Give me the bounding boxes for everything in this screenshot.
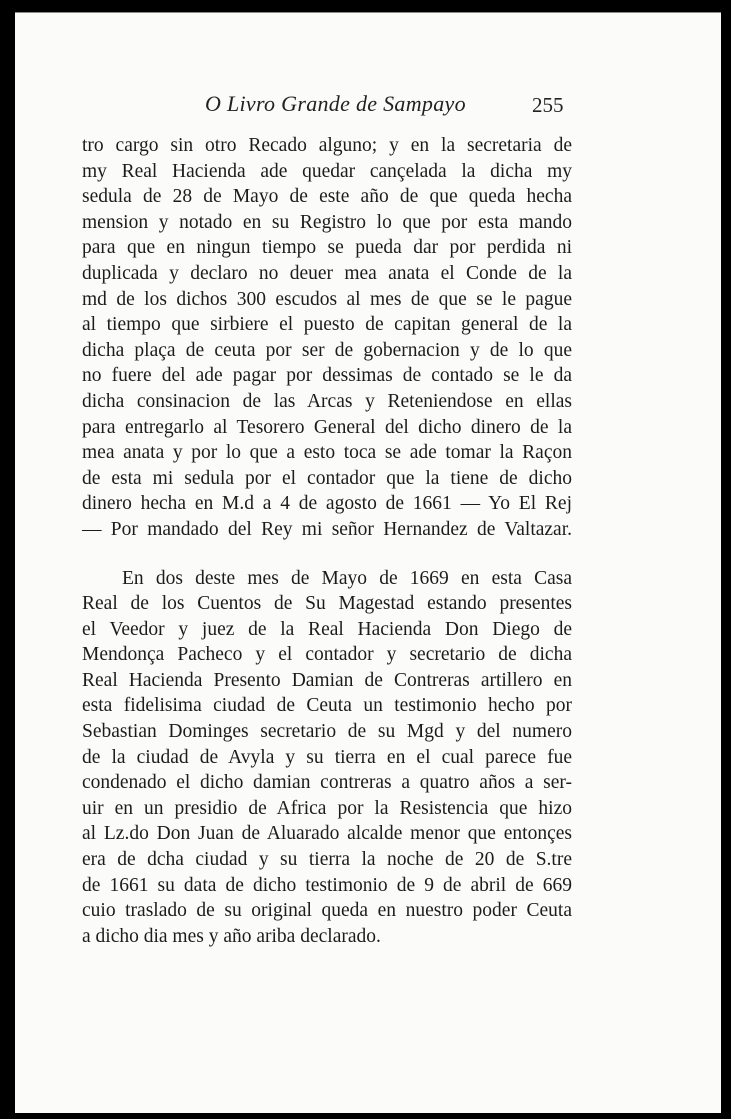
body-text [82,133,572,949]
page-header [15,91,721,121]
text-line: dicha consinacion de las Arcas y Reteniendose en ellas [82,390,572,412]
text-line: al Lz.do Don Juan de Aluarado alcalde menor que entonçes [82,823,572,845]
text-line: tro cargo sin otro Recado alguno; y en la secretaria de [82,135,572,156]
page-number: 255 [532,93,564,117]
text-line: al tiempo que sirbiere el puesto de capitan general de la [82,314,572,336]
text-line: mea anata y por lo que a esto toca se ade tomar la Raçon [82,442,572,464]
text-line: de esta mi sedula por el contador que la tiene de dicho [82,467,572,489]
text-line: Mendonça Pacheco y el contador y secretario de dicha [82,644,572,666]
text-line: Real Hacienda Presento Damian de Contreras artillero en [82,669,572,691]
text-line: era de dcha ciudad y su tierra la noche de 20 de S.tre [82,849,572,871]
text-line: el Veedor y juez de la Real Hacienda Don Diego de [82,618,572,640]
text-line: de 1661 su data de dicho testimonio de 9 de abril de 669 [82,874,572,896]
text-line: duplicada y declaro no deuer mea anata el Conde de la [82,262,572,284]
text-line: condenado el dicho damian contreras a quatro años a ser- [82,772,572,794]
text-line: mension y notado en su Registro lo que por esta mando [82,211,572,233]
text-line: cuio traslado de su original queda en nuestro poder Ceuta [82,900,572,922]
text-line: no fuere del ade pagar por dessimas de contado se le da [82,365,572,387]
text-line: — Por mandado del Rey mi señor Hernandez de Valtazar. [82,518,572,540]
text-line: dicha plaça de ceuta por ser de gobernacion y de lo que [82,339,572,361]
book-page [15,12,721,1113]
text-line: para que en ningun tiempo se pueda dar por perdida ni [82,237,572,259]
text-line: sedula de 28 de Mayo de este año de que queda hecha [82,186,572,208]
text-line: uir en un presidio de Africa por la Resistencia que hizo [82,797,572,819]
paragraph-1 [82,133,572,543]
text-line: En dos deste mes de Mayo de 1669 en esta Casa [122,567,572,589]
text-line: dinero hecha en M.d a 4 de agosto de 1661 — Yo El Rej [82,493,572,515]
text-line: md de los dichos 300 escudos al mes de que se le pague [82,288,572,310]
paragraph-2 [82,566,572,950]
text-line: a dicho dia mes y año ariba declarado. [82,925,381,947]
running-title: O Livro Grande de Sampayo [205,91,466,116]
text-line: esta fidelisima ciudad de Ceuta un testimonio hecho por [82,695,572,717]
text-line: Sebastian Dominges secretario de su Mgd y del numero [82,721,572,743]
text-line: Real de los Cuentos de Su Magestad estando presentes [82,593,572,615]
text-line: para entregarlo al Tesorero General del dicho dinero de la [82,416,572,438]
paragraph-gap [82,543,572,566]
text-line: my Real Hacienda ade quedar cançelada la dicha my [82,160,572,182]
text-line: de la ciudad de Avyla y su tierra en el cual parece fue [82,746,572,768]
